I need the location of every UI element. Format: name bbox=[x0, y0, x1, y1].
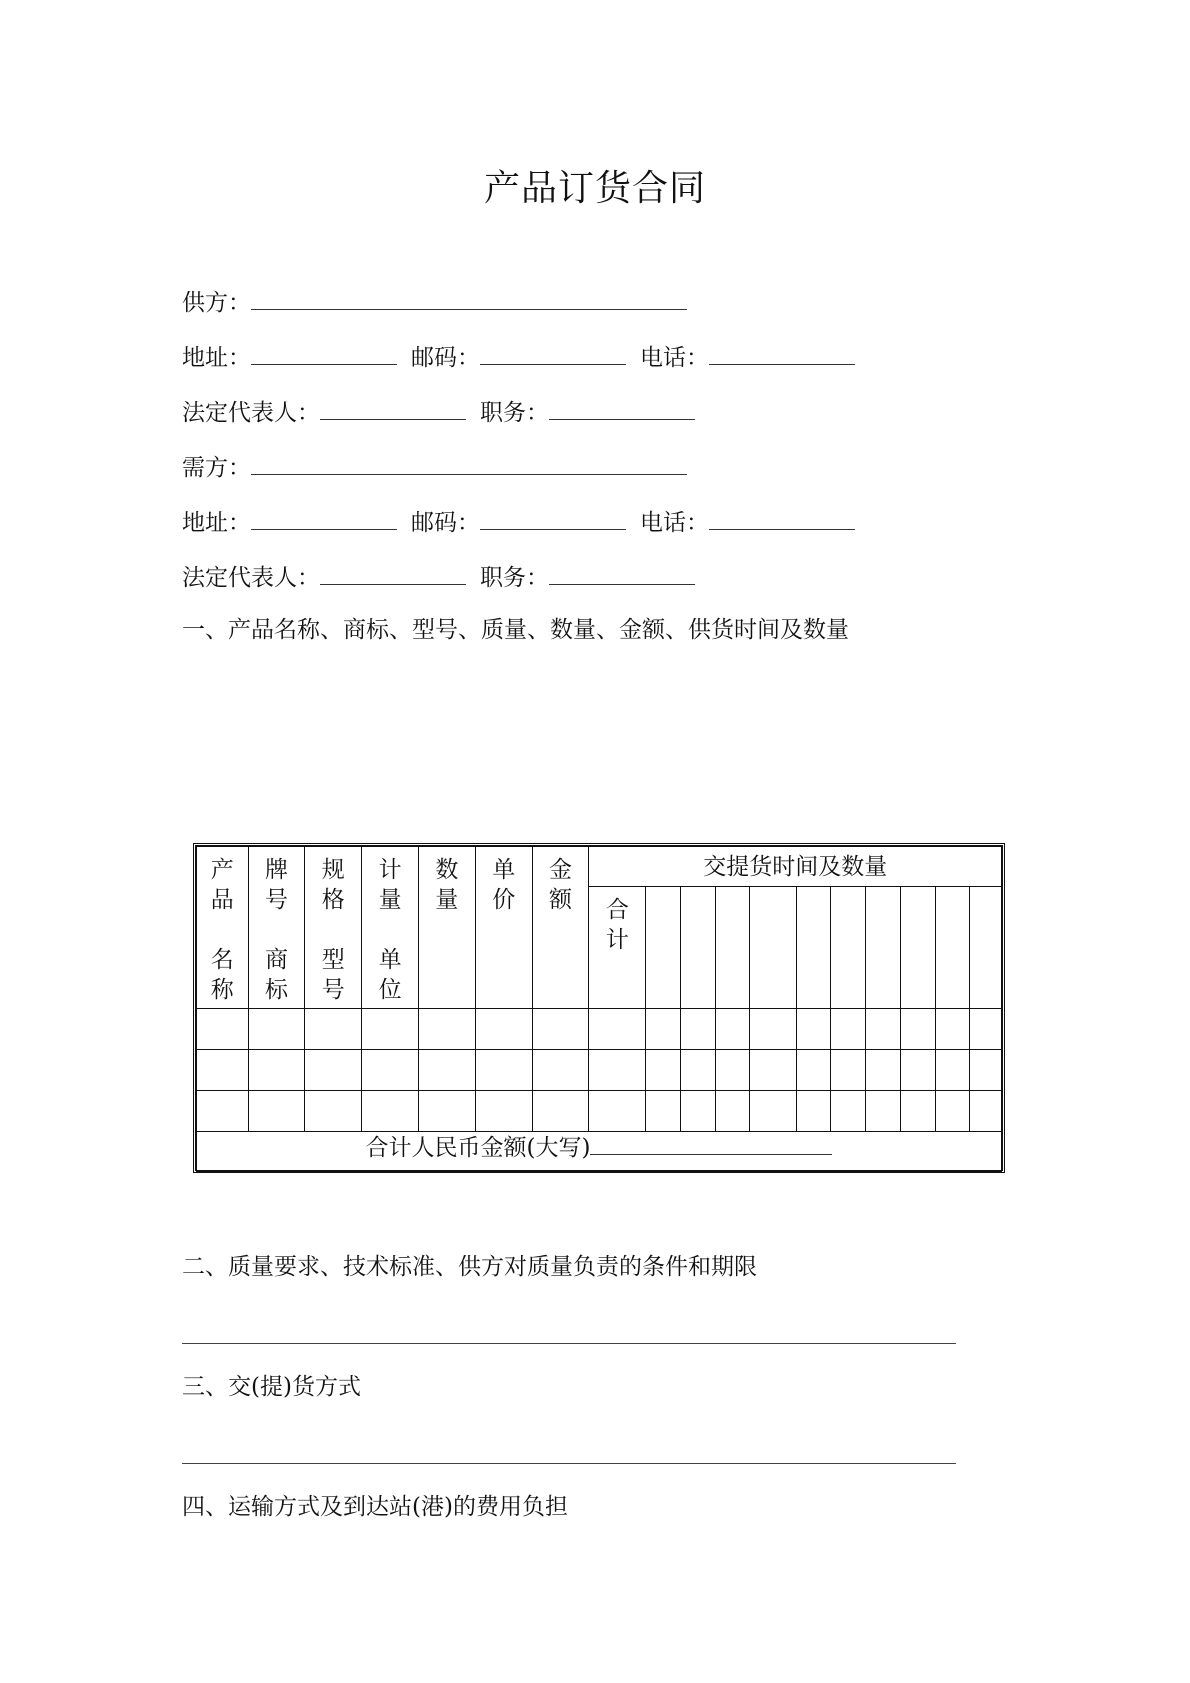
table-cell[interactable] bbox=[680, 1009, 715, 1050]
delivery-period-cell[interactable] bbox=[796, 887, 831, 1009]
section-3-fill-line[interactable] bbox=[182, 1463, 956, 1464]
table-cell[interactable] bbox=[715, 1050, 750, 1091]
section-2-heading: 二、质量要求、技术标准、供方对质量负责的条件和期限 bbox=[182, 1254, 757, 1280]
section-4-heading: 四、运输方式及到达站(港)的费用负担 bbox=[182, 1494, 568, 1520]
table-cell[interactable] bbox=[197, 1050, 249, 1091]
section-2-fill-line[interactable] bbox=[182, 1343, 956, 1344]
table-cell[interactable] bbox=[532, 1009, 589, 1050]
table-cell[interactable] bbox=[532, 1050, 589, 1091]
table-cell[interactable] bbox=[715, 1009, 750, 1050]
table-cell[interactable] bbox=[248, 1009, 305, 1050]
table-cell[interactable] bbox=[305, 1009, 362, 1050]
buyer-rep-label: 法定代表人： bbox=[182, 565, 320, 591]
table-cell[interactable] bbox=[418, 1009, 475, 1050]
supplier-phone-label: 电话： bbox=[640, 345, 709, 371]
supplier-party-line bbox=[182, 285, 687, 318]
delivery-period-cell[interactable] bbox=[750, 887, 796, 1009]
delivery-period-cell[interactable] bbox=[831, 887, 866, 1009]
table-cell[interactable] bbox=[750, 1091, 796, 1132]
buyer-phone-label: 电话： bbox=[640, 510, 709, 536]
table-cell[interactable] bbox=[935, 1050, 970, 1091]
document-title: 产品订货合同 bbox=[483, 168, 706, 209]
table-cell[interactable] bbox=[680, 1091, 715, 1132]
table-cell[interactable] bbox=[532, 1091, 589, 1132]
table-cell[interactable] bbox=[248, 1050, 305, 1091]
table-cell[interactable] bbox=[970, 1091, 1002, 1132]
table-cell[interactable] bbox=[900, 1009, 935, 1050]
buyer-address-line bbox=[182, 505, 855, 538]
delivery-period-cell[interactable] bbox=[970, 887, 1002, 1009]
supplier-address-line bbox=[182, 340, 855, 373]
table-cell[interactable] bbox=[589, 1091, 646, 1132]
table-row bbox=[197, 1009, 1002, 1050]
supplier-postcode-field[interactable] bbox=[480, 340, 626, 365]
table-cell[interactable] bbox=[970, 1050, 1002, 1091]
table-cell[interactable] bbox=[197, 1091, 249, 1132]
supplier-party-field[interactable] bbox=[251, 285, 687, 310]
table-cell[interactable] bbox=[831, 1050, 866, 1091]
supplier-party-label: 供方： bbox=[182, 290, 251, 316]
buyer-position-label: 职务： bbox=[480, 565, 549, 591]
table-cell[interactable] bbox=[970, 1009, 1002, 1050]
table-cell[interactable] bbox=[900, 1091, 935, 1132]
table-cell[interactable] bbox=[418, 1050, 475, 1091]
table-cell[interactable] bbox=[362, 1091, 419, 1132]
table-cell[interactable] bbox=[750, 1009, 796, 1050]
supplier-phone-field[interactable] bbox=[709, 340, 855, 365]
supplier-position-field[interactable] bbox=[549, 395, 695, 420]
supplier-postcode-label: 邮码： bbox=[411, 345, 480, 371]
section-3-heading: 三、交(提)货方式 bbox=[182, 1374, 361, 1400]
table-cell[interactable] bbox=[866, 1091, 901, 1132]
table-cell[interactable] bbox=[248, 1091, 305, 1132]
table-cell[interactable] bbox=[866, 1009, 901, 1050]
table-cell[interactable] bbox=[305, 1050, 362, 1091]
table-cell[interactable] bbox=[900, 1050, 935, 1091]
delivery-period-cell[interactable] bbox=[680, 887, 715, 1009]
total-amount-field[interactable] bbox=[590, 1132, 832, 1155]
table-cell[interactable] bbox=[866, 1050, 901, 1091]
table-cell[interactable] bbox=[646, 1009, 681, 1050]
order-table bbox=[193, 843, 1005, 1173]
buyer-phone-field[interactable] bbox=[709, 505, 855, 530]
header-amount: 金 额 bbox=[532, 847, 589, 1009]
table-cell[interactable] bbox=[935, 1009, 970, 1050]
delivery-period-cell[interactable] bbox=[866, 887, 901, 1009]
supplier-rep-label: 法定代表人： bbox=[182, 400, 320, 426]
table-cell[interactable] bbox=[796, 1009, 831, 1050]
table-cell[interactable] bbox=[362, 1050, 419, 1091]
table-cell[interactable] bbox=[831, 1091, 866, 1132]
buyer-address-label: 地址： bbox=[182, 510, 251, 536]
total-amount-row bbox=[197, 1132, 1002, 1172]
table-cell[interactable] bbox=[589, 1050, 646, 1091]
table-row bbox=[197, 1091, 1002, 1132]
table-cell[interactable] bbox=[418, 1091, 475, 1132]
buyer-postcode-label: 邮码： bbox=[411, 510, 480, 536]
table-cell[interactable] bbox=[197, 1009, 249, 1050]
buyer-position-field[interactable] bbox=[549, 560, 695, 585]
table-cell[interactable] bbox=[475, 1091, 532, 1132]
table-cell[interactable] bbox=[646, 1091, 681, 1132]
delivery-period-cell[interactable] bbox=[715, 887, 750, 1009]
supplier-position-label: 职务： bbox=[480, 400, 549, 426]
table-cell[interactable] bbox=[796, 1091, 831, 1132]
table-cell[interactable] bbox=[305, 1091, 362, 1132]
table-cell[interactable] bbox=[935, 1091, 970, 1132]
header-brand: 牌 号 商 标 bbox=[248, 847, 305, 1009]
supplier-rep-field[interactable] bbox=[320, 395, 466, 420]
section-1-heading: 一、产品名称、商标、型号、质量、数量、金额、供货时间及数量 bbox=[182, 617, 849, 643]
buyer-address-field[interactable] bbox=[251, 505, 397, 530]
table-cell[interactable] bbox=[646, 1050, 681, 1091]
delivery-period-cell[interactable] bbox=[935, 887, 970, 1009]
supplier-address-field[interactable] bbox=[251, 340, 397, 365]
buyer-rep-field[interactable] bbox=[320, 560, 466, 585]
table-cell[interactable] bbox=[362, 1009, 419, 1050]
table-cell[interactable] bbox=[750, 1050, 796, 1091]
table-row bbox=[197, 1050, 1002, 1091]
buyer-rep-line bbox=[182, 560, 695, 593]
buyer-party-line bbox=[182, 450, 687, 483]
header-quantity: 数 量 bbox=[418, 847, 475, 1009]
table-cell[interactable] bbox=[589, 1009, 646, 1050]
header-spec: 规 格 型 号 bbox=[305, 847, 362, 1009]
table-cell[interactable] bbox=[475, 1050, 532, 1091]
table-cell[interactable] bbox=[680, 1050, 715, 1091]
header-subtotal: 合 计 bbox=[589, 887, 646, 1009]
buyer-postcode-field[interactable] bbox=[480, 505, 626, 530]
table-cell[interactable] bbox=[831, 1009, 866, 1050]
header-delivery-schedule: 交提货时间及数量 bbox=[589, 847, 1002, 887]
header-unit-price: 单 价 bbox=[475, 847, 532, 1009]
table-cell[interactable] bbox=[475, 1009, 532, 1050]
delivery-period-cell[interactable] bbox=[646, 887, 681, 1009]
header-product-name: 产 品 名 称 bbox=[197, 847, 249, 1009]
total-amount-label: 合计人民币金额(大写) bbox=[365, 1135, 591, 1161]
delivery-period-cell[interactable] bbox=[900, 887, 935, 1009]
table-cell[interactable] bbox=[796, 1050, 831, 1091]
supplier-rep-line bbox=[182, 395, 695, 428]
header-unit: 计 量 单 位 bbox=[362, 847, 419, 1009]
supplier-address-label: 地址： bbox=[182, 345, 251, 371]
buyer-party-label: 需方： bbox=[182, 455, 251, 481]
buyer-party-field[interactable] bbox=[251, 450, 687, 475]
table-cell[interactable] bbox=[715, 1091, 750, 1132]
